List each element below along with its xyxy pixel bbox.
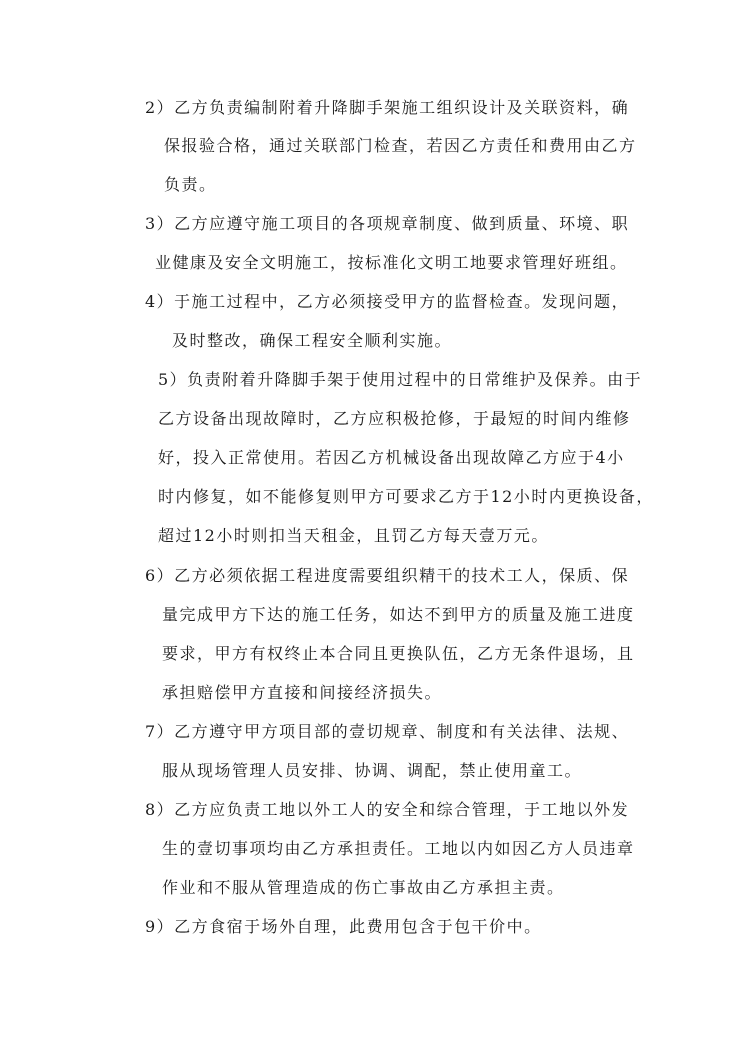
clause-2-line-2: 保报验合格，通过关联部门检查，若因乙方责任和费用由乙方: [164, 136, 637, 155]
clause-5-line-2: 乙方设备出现故障时，乙方应积极抢修，于最短的时间内维修: [158, 409, 631, 428]
clause-5-line-5: 超过12小时则扣当天租金，且罚乙方每天壹万元。: [158, 526, 549, 545]
clause-3-line-2: 业健康及安全文明施工，按标准化文明工地要求管理好班组。: [155, 253, 628, 272]
clause-7-line-2: 服从现场管理人员安排、协调、调配，禁止使用童工。: [162, 761, 583, 780]
clause-4-line-1: 4）于施工过程中，乙方必须接受甲方的监督检查。发现问题，: [145, 292, 630, 311]
clause-4-line-2: 及时整改，确保工程安全顺利实施。: [172, 331, 453, 350]
clause-6-line-1: 6）乙方必须依据工程进度需要组织精干的技术工人，保质、保: [145, 566, 630, 585]
clause-3-line-1: 3）乙方应遵守施工项目的各项规章制度、做到质量、环境、职: [145, 214, 630, 233]
clause-8-line-3: 作业和不服从管理造成的伤亡事故由乙方承担主责。: [162, 878, 565, 897]
clause-8-line-2: 生的壹切事项均由乙方承担责任。工地以内如因乙方人员违章: [162, 839, 635, 858]
clause-5-line-1: 5）负责附着升降脚手架于使用过程中的日常维护及保养。由于: [158, 370, 643, 389]
clause-5-line-4: 时内修复，如不能修复则甲方可要求乙方于12小时内更换设备，: [158, 487, 654, 506]
clause-7-line-1: 7）乙方遵守甲方项目部的壹切规章、制度和有关法律、法规、: [145, 722, 630, 741]
clause-2-line-1: 2）乙方负责编制附着升降脚手架施工组织设计及关联资料，确: [145, 98, 630, 117]
clause-2-line-3: 负责。: [164, 175, 217, 194]
clause-6-line-2: 量完成甲方下达的施工任务，如达不到甲方的质量及施工进度: [162, 605, 635, 624]
clause-8-line-1: 8）乙方应负责工地以外工人的安全和综合管理，于工地以外发: [145, 800, 630, 819]
clause-6-line-4: 承担赔偿甲方直接和间接经济损失。: [162, 683, 443, 702]
clause-9-line-1: 9）乙方食宿于场外自理，此费用包含于包干价中。: [145, 917, 542, 936]
clause-5-line-3: 好，投入正常使用。若因乙方机械设备出现故障乙方应于4小: [158, 448, 625, 467]
clause-6-line-3: 要求，甲方有权终止本合同且更换队伍，乙方无条件退场，且: [162, 644, 635, 663]
